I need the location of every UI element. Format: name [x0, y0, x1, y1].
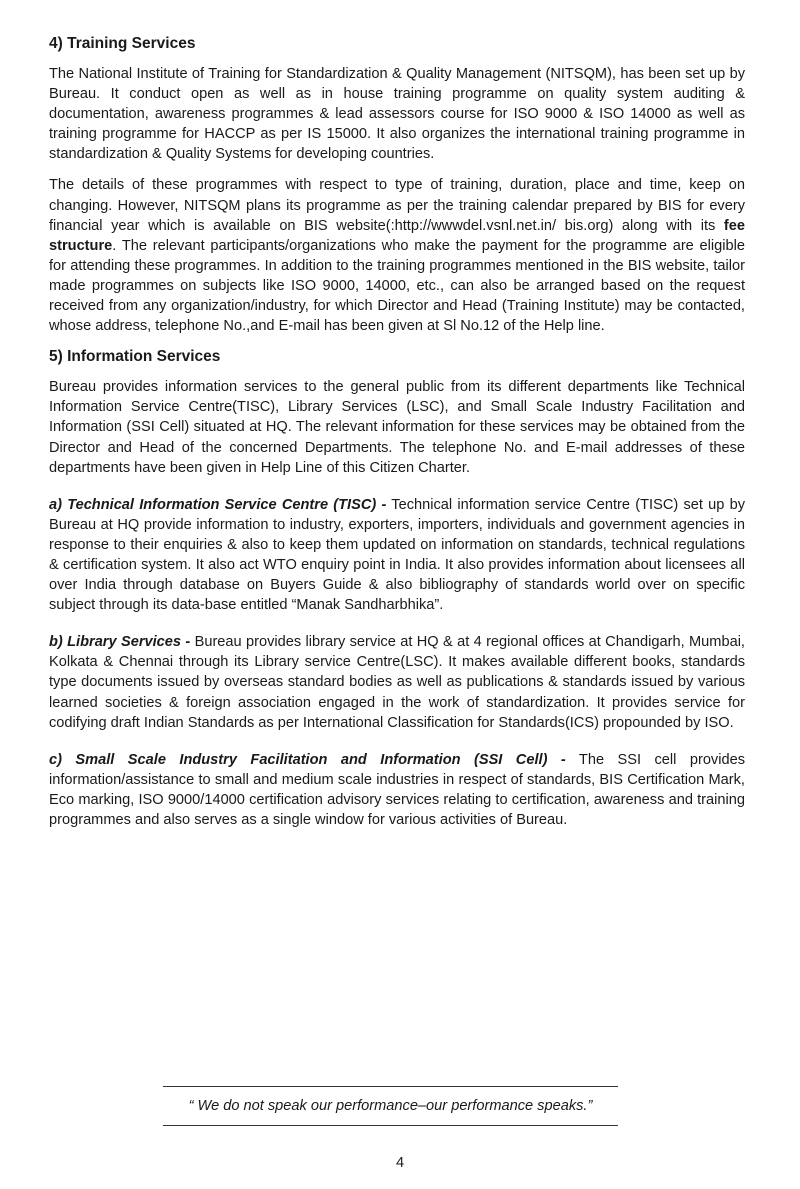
- tisc-paragraph: [49, 495, 745, 616]
- training-paragraph-2-part-2: . The relevant participants/organizations who make the payment for the programme are eligible for attending these programmes. In addition to the training programmes mentioned in the BIS website, tailor made programmes on subjects like ISO 9000, 14000, etc., can also be arranged based on the request received from any organization/industry, for which Director and Head (Training Institute) may be contacted, whose address, telephone No.,and E-mail has been given at Sl No.12 of the Help line.: [49, 237, 745, 335]
- library-services-text: Bureau provides library service at HQ & at 4 regional offices at Chandigarh, Mumbai, Kolkata & Chennai through its Library service Centre(LSC). It makes available different books, standards type documents issued by overseas standard bodies as well as publications & standards issued by various learned societies & foreign association engaged in the work of standardization. It provides service for codifying draft Indian Standards as per International Classification for Standards(ICS) propounded by ISO.: [49, 634, 745, 731]
- ssi-cell-title: c) Small Scale Industry Facilitation and Information (SSI Cell) -: [49, 751, 566, 768]
- motto-quote: “ We do not speak our performance–our performance speaks.”: [188, 1098, 593, 1114]
- training-services-paragraph-2: [49, 175, 745, 336]
- library-services-title: b) Library Services -: [49, 634, 191, 651]
- document-page: [49, 34, 745, 847]
- ssi-cell-text: The SSI cell provides information/assistance to small and medium scale industries in respect of standards, BIS Certification Mark, Eco marking, ISO 9000/14000 certification advisory services relating to certification, awareness and training programmes and also serves as a single window for various activities of Bureau.: [49, 751, 746, 828]
- training-services-heading: 4) Training Services: [49, 35, 196, 52]
- training-paragraph-2-part-1: The details of these programmes with respect to type of training, duration, place and time, keep on changing. However, NITSQM plans its programme as per the training calendar prepared by BIS for every financial year which is available on BIS website(:http://wwwdel.vsnl.net.in/ bis.org) along with its: [49, 177, 745, 234]
- information-services-heading: 5) Information Services: [49, 348, 221, 366]
- page-number: 4: [395, 1155, 405, 1171]
- information-services-paragraph: Bureau provides information services to the general public from its different departments like Technical Information Service Centre(TISC), Library Services (LSC), and Small Scale Industry Facilitation and Information (SSI Cell) situated at HQ. The relevant information for these services may be obtained from the Director and Head of the concerned Departments. The telephone No. and E-mail addresses of these departments have been given in Help Line of this Citizen Charter.: [49, 379, 745, 476]
- fee-structure-text: fee structure: [49, 217, 745, 254]
- training-services-paragraph-1: The National Institute of Training for Standardization & Quality Management (NITSQM), has been set up by Bureau. It conduct open as well as in house training programme on quality system auditing & documentation, awareness programmes & lead assessors course for ISO 9000 & ISO 14000 as well as training programme for HACCP as per IS 15000. It also organizes the international training programme in standardization & Quality Systems for developing countries.: [49, 66, 745, 163]
- library-services-paragraph: [49, 632, 745, 732]
- motto-block: [163, 1086, 618, 1126]
- bottom-divider: [163, 1125, 618, 1126]
- top-divider: [163, 1086, 618, 1087]
- ssi-cell-paragraph: [49, 750, 745, 830]
- tisc-text: Technical information service Centre (TISC) set up by Bureau at HQ provide information to industry, exporters, importers, individuals and government agencies in response to their enquiries & also to keep them updated on information on standards, technical regulations & certification system. It also act WTO enquiry point in India. It also provides information about licensees all over India through database on Buyers Guide & also bibliography of standards world over on specific subject through its data-base entitled “Manak Sandharbhika”.: [49, 496, 746, 614]
- tisc-title: a) Technical Information Service Centre (TISC) -: [49, 496, 387, 513]
